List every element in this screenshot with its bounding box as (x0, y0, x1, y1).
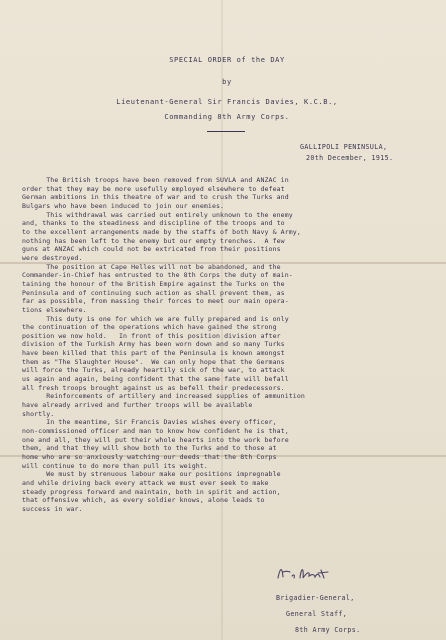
body-line: order that they may be more usefully employed elsewhere to defeat (22, 184, 285, 193)
body-line: Peninsula and of continuing such action as shall prevent them, as (22, 288, 285, 297)
body-line: them as "The Slaughter House". We can only hope that the Germans (22, 357, 285, 366)
body-line: This duty is one for which we are fully prepared and is only (22, 314, 289, 323)
closing-staff: General Staff, (286, 610, 348, 618)
body-line: to the excellent arrangements made by the staffs of both Navy & Army, (22, 227, 301, 236)
body-line: will continue to do more than pull its weight. (22, 461, 208, 470)
body-line: one and all, they will put their whole hearts into the work before (22, 435, 289, 444)
place-line: GALLIPOLI PENINSULA, (300, 143, 388, 151)
body-line: were destroyed. (22, 253, 83, 262)
body-line: division of the Turkish Army has been worn down and so many Turks (22, 340, 285, 349)
body-line: Commander-in-Chief has entrusted to the 8th Corps the duty of main- (22, 271, 293, 280)
body-line: We must by strenuous labour make our positions impregnable (22, 470, 281, 479)
body-line: that offensive which, as every soldier knows, alone leads to (22, 496, 265, 505)
body-line: us again and again, being confident that the same fate will befall (22, 375, 289, 384)
body-line: far as possible, from massing their forces to meet our main opera- (22, 297, 289, 306)
body-line: German ambitions in this theatre of war and to crush the Turks and (22, 193, 289, 202)
body-line: non-commissioned officer and man to know how confident he is that, (22, 427, 289, 436)
body-line: shortly. (22, 409, 55, 418)
body-line: The British troops have been removed from SUVLA and ANZAC in (22, 176, 289, 184)
body-line: nothing has been left to the enemy but our empty trenches. A few (22, 236, 285, 245)
closing-corps: 8th Army Corps. (295, 626, 361, 634)
body-line: position we now hold. In front of this position division after (22, 331, 281, 340)
body-line: have already arrived and further troops will be available (22, 401, 253, 410)
body-line: and, thanks to the steadiness and discipline of the troops and to (22, 219, 285, 228)
body-line: have been killed that this part of the Peninsula is known amongst (22, 349, 285, 358)
body-line: The position at Cape Helles will not be abandoned, and the (22, 262, 281, 271)
body-line: In the meantime, Sir Francis Davies wishes every officer, (22, 418, 277, 427)
body-line: and while driving back every attack we must ever seek to make (22, 478, 269, 487)
title-rule (207, 131, 245, 132)
body-line: home who are so anxiously watching our deeds that the 8th Corps (22, 453, 277, 461)
body-line: Reinforcements of artillery and increased supplies of ammunition (22, 392, 305, 401)
order-by: by (222, 78, 232, 86)
body-line: Bulgars who have been induced to join our enemies. (22, 201, 225, 210)
body-line: will force the Turks, already heartily sick of the war, to attack (22, 366, 285, 375)
order-author: Lieutenant-General Sir Francis Davies, K.C.B., (116, 98, 338, 106)
body-line: This withdrawal was carried out entirely unknown to the enemy (22, 210, 293, 219)
body-line: all fresh troops brought against us as befell their predecessors. (22, 383, 285, 392)
body-line: success in war. (22, 504, 83, 513)
closing-rank: Brigadier-General, (276, 594, 355, 602)
body-line: tions elsewhere. (22, 305, 87, 314)
body-line: the continuation of the operations which have gained the strong (22, 323, 277, 332)
order-body (22, 176, 432, 514)
order-title: SPECIAL ORDER of the DAY (169, 56, 285, 64)
date-line: 20th December, 1915. (306, 154, 394, 162)
body-line: guns at ANZAC which could not be extricated from their positions (22, 245, 281, 254)
signature (274, 562, 334, 584)
body-line: taining the honour of the British Empire against the Turks on the (22, 279, 285, 288)
body-line: them, and that they will show both to the Turks and to those at (22, 444, 277, 453)
body-line: steady progress forward and maintain, both in spirit and action, (22, 487, 281, 496)
order-author-role: Commanding 8th Army Corps. (164, 113, 290, 121)
